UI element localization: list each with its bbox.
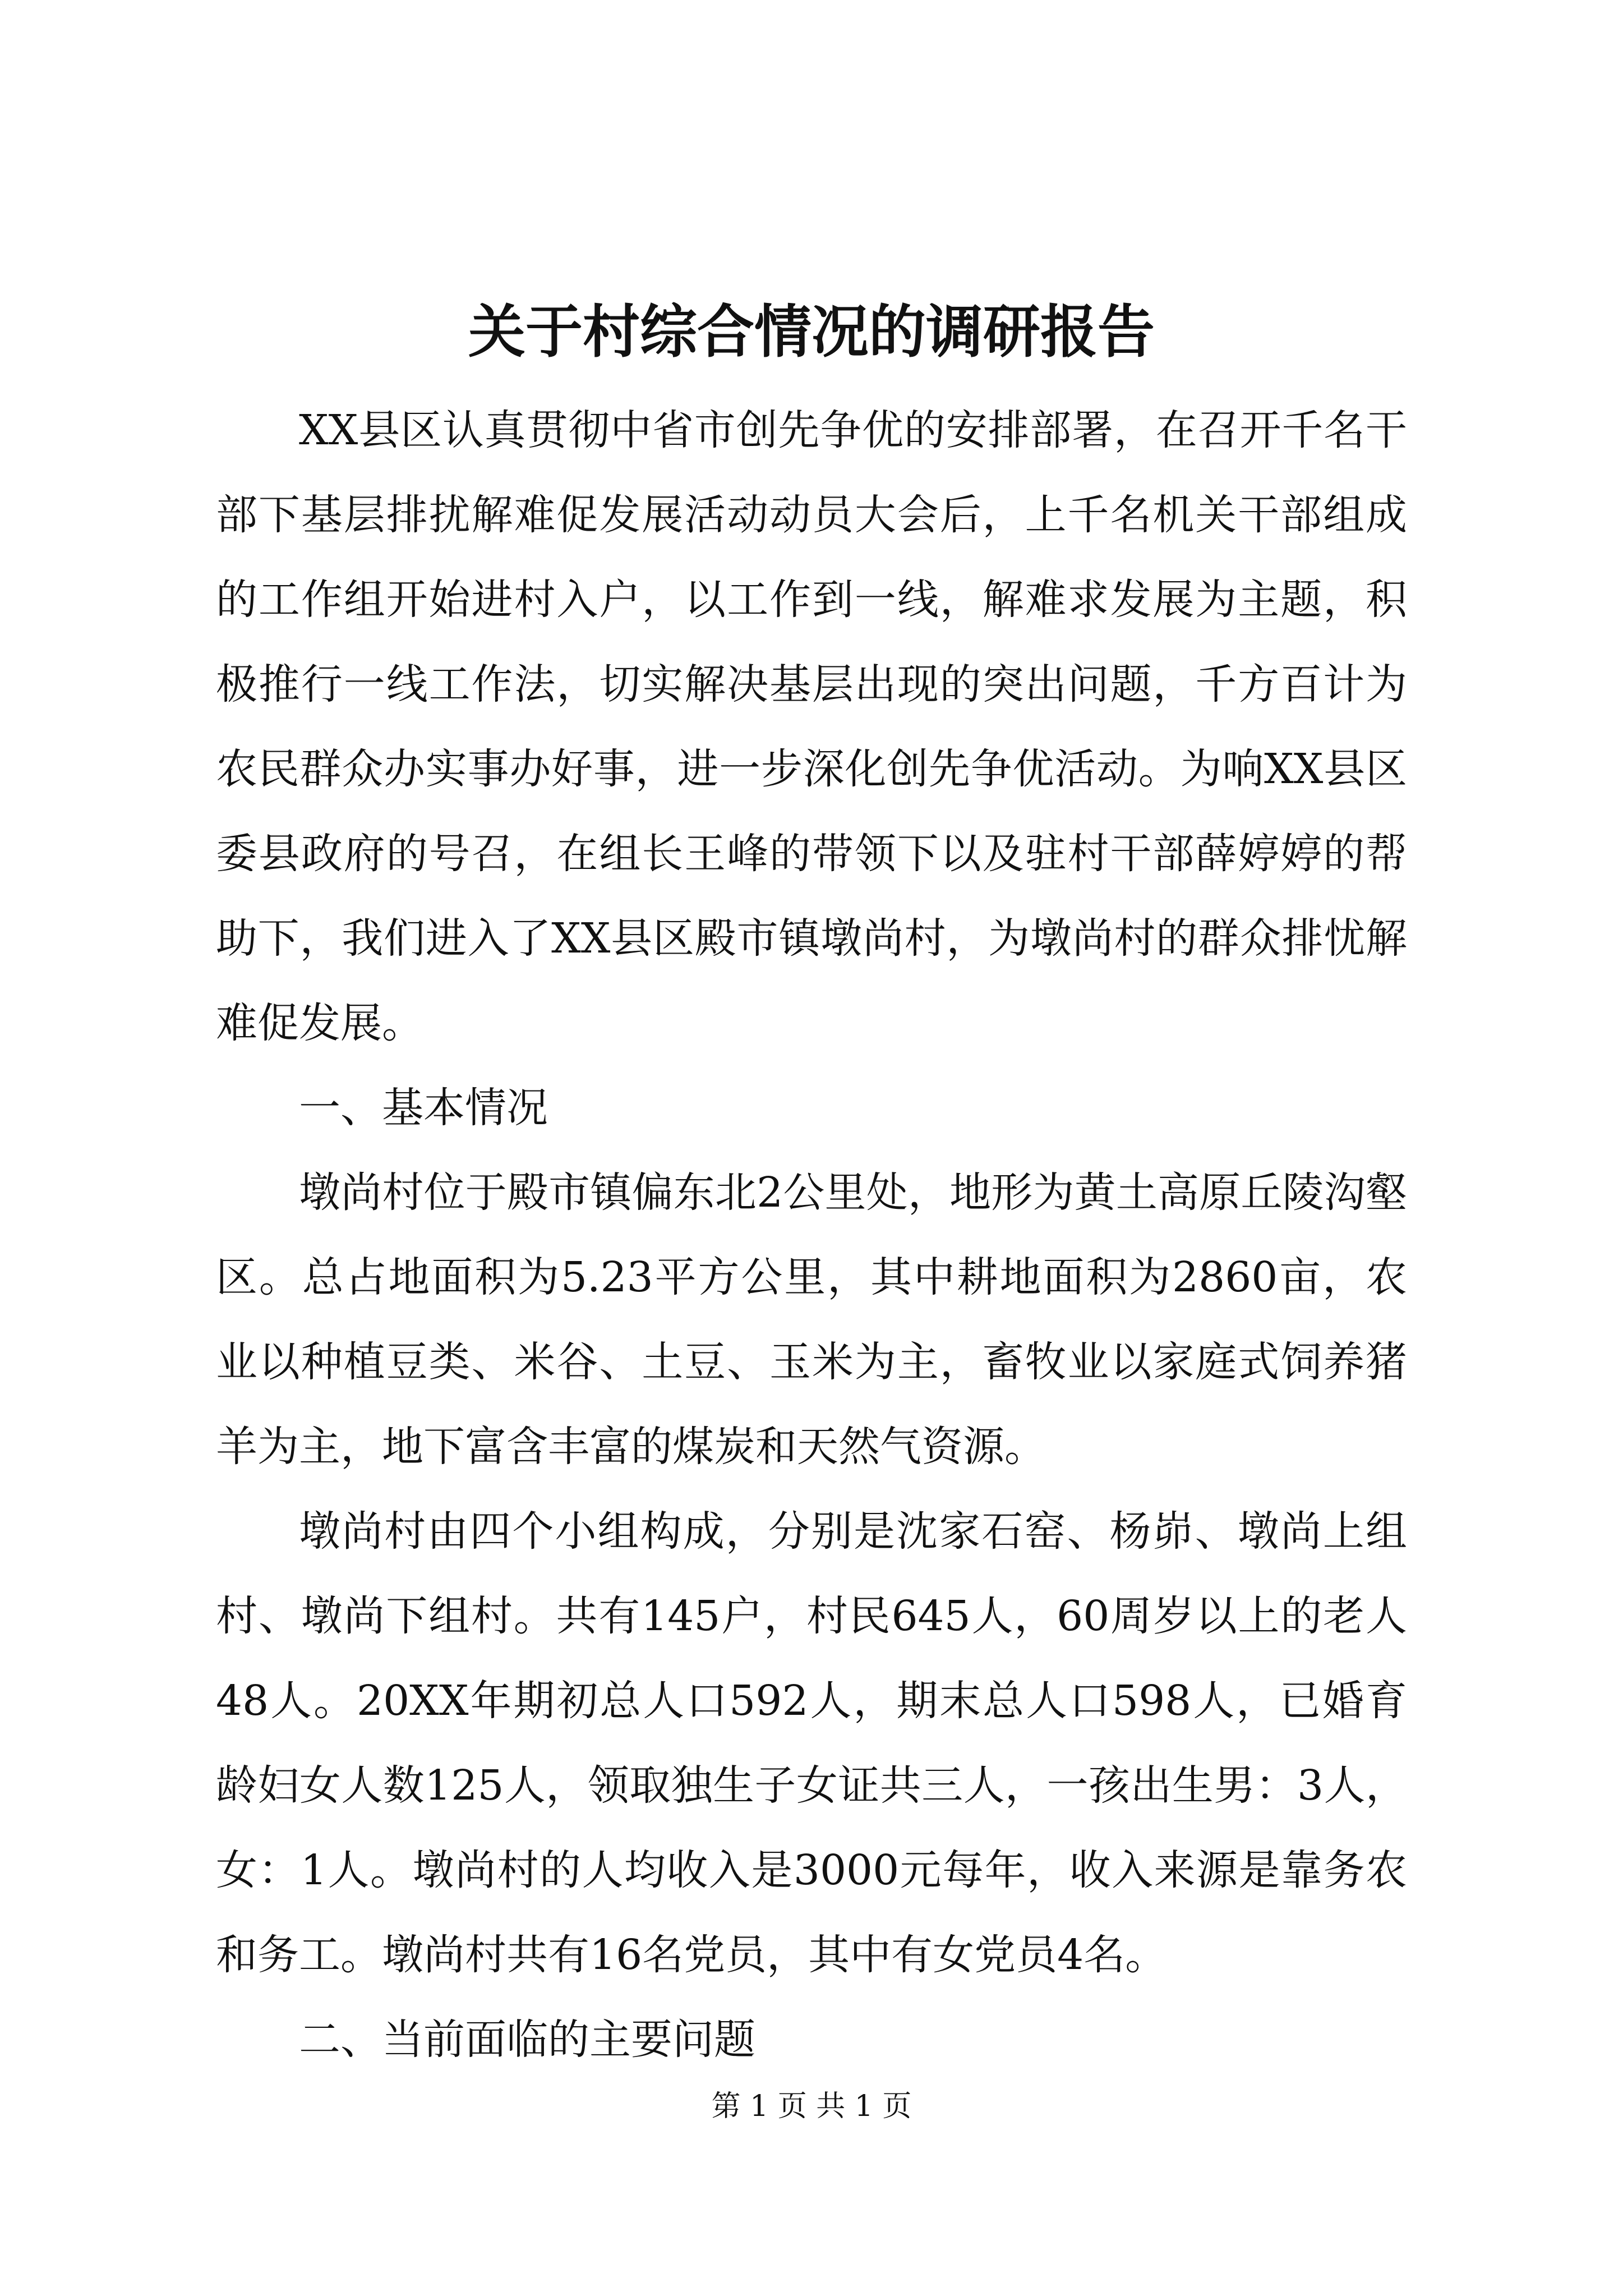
section-heading-basic-situation: 一、基本情况 xyxy=(299,1084,548,1132)
population-paragraph: 墩尚村由四个小组构成，分别是沈家石窑、杨峁、墩尚上组村、墩尚下组村。共有145户，村民645人，60周岁以上的老人48人。20XX年期初总人口592人，期末总人口598人，已婚育龄妇女人数125人，领取独生子女证共三人，一孩出生男：3人，女：1人。墩尚村的人均收入是3000元每年，收入来源是靠务农和务工。墩尚村共有16名党员，其中有女党员4名。 xyxy=(216,1507,1407,1979)
intro-paragraph: XX县区认真贯彻中省市创先争优的安排部署，在召开千名干部下基层排扰解难促发展活动动员大会后，上千名机关干部组成的工作组开始进村入户，以工作到一线，解难求发展为主题，积极推行一线工作法，切实解决基层出现的突出问题，千方百计为农民群众办实事办好事，进一步深化创先争优活动。为响XX县区委县政府的号召，在组长王峰的带领下以及驻村干部薛婷婷的帮助下，我们进入了XX县区殿市镇墩尚村，为墩尚村的群众排忧解难促发展。 xyxy=(216,406,1407,1047)
geography-paragraph: 墩尚村位于殿市镇偏东北2公里处，地形为黄土高原丘陵沟壑区。总占地面积为5.23平方公里，其中耕地面积为2860亩，农业以种植豆类、米谷、土豆、玉米为主，畜牧业以家庭式饲养猪羊为主，地下富含丰富的煤炭和天然气资源。 xyxy=(216,1168,1407,1471)
section-heading-main-problems: 二、当前面临的主要问题 xyxy=(299,2016,755,2064)
page-number-footer: 第 1 页 共 1 页 xyxy=(711,2090,912,2123)
document-body xyxy=(216,276,1407,2082)
document-title: 关于村综合情况的调研报告 xyxy=(468,298,1155,366)
